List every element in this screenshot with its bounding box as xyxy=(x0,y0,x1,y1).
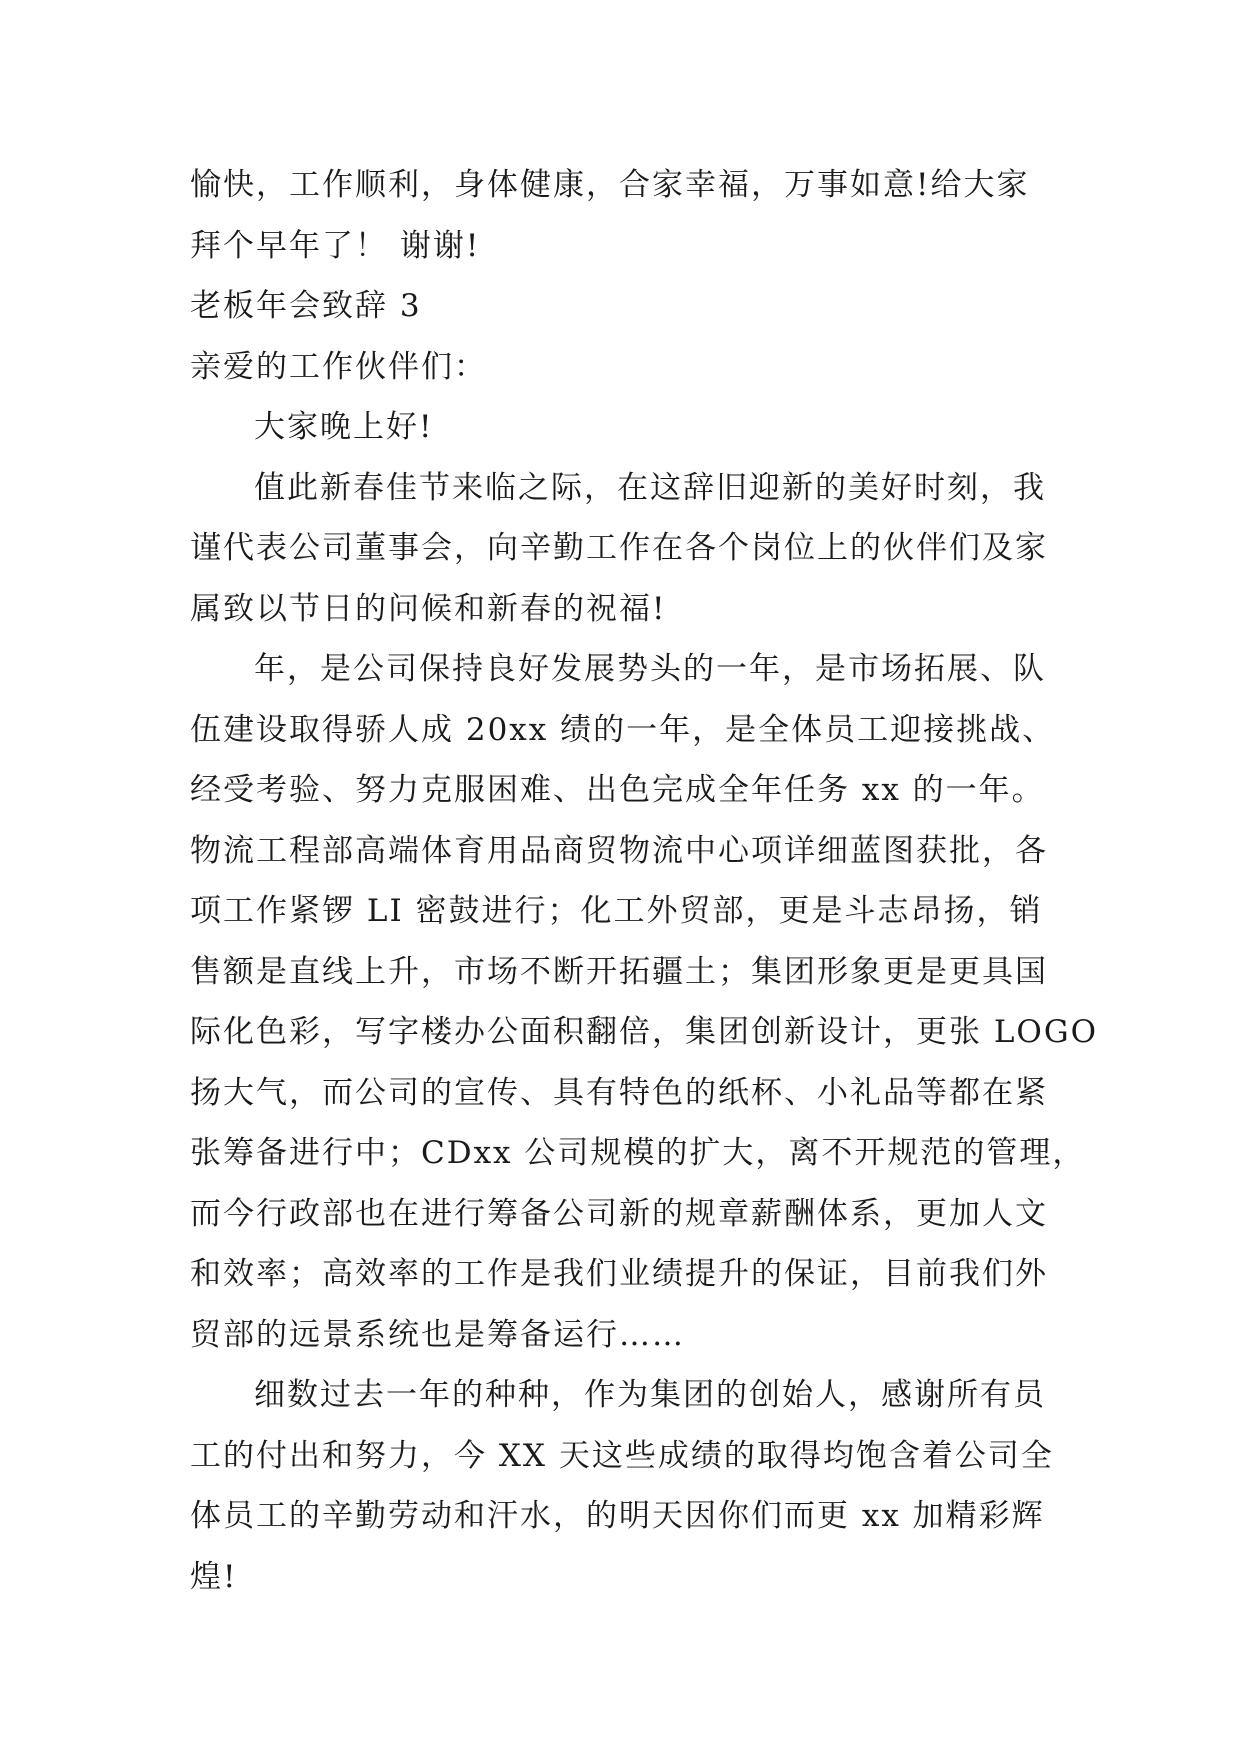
text-line: 愉快，工作顺利，身体健康，合家幸福，万事如意!给大家 xyxy=(190,167,1030,203)
text-line: 项工作紧锣 LI 密鼓进行；化工外贸部，更是斗志昂扬，销 xyxy=(190,893,1043,929)
text-line: 售额是直线上升，市场不断开拓疆土；集团形象更是更具国 xyxy=(190,953,1048,990)
text-line: 拜个早年了！ 谢谢! xyxy=(190,227,481,264)
text-line: 体员工的辛勤劳动和汗水，的明天因你们而更 xx 加精彩辉 xyxy=(190,1498,1045,1534)
greeting: 大家晚上好! xyxy=(254,409,434,445)
text-line: 物流工程部高端体育用品商贸物流中心项详细蓝图获批，各 xyxy=(190,832,1048,869)
text-line: 而今行政部也在进行筹备公司新的规章薪酬体系，更加人文 xyxy=(190,1195,1048,1232)
document-body xyxy=(190,155,1099,1607)
section-title: 老板年会致辞 3 xyxy=(190,288,422,324)
text-line: 属致以节日的问候和新春的祝福! xyxy=(190,590,667,627)
text-line: 伍建设取得骄人成 20xx 绩的一年，是全体员工迎接挑战、 xyxy=(190,711,1056,748)
text-line: 值此新春佳节来临之际，在这辞旧迎新的美好时刻，我 xyxy=(254,469,1046,506)
text-line: 扬大气，而公司的宣传、具有特色的纸杯、小礼品等都在紧 xyxy=(190,1074,1048,1111)
text-line: 际化色彩，写字楼办公面积翻倍，集团创新设计，更张 LOGO xyxy=(190,1014,1099,1050)
text-line: 贸部的远景系统也是筹备运行…… xyxy=(190,1316,685,1353)
text-line: 细数过去一年的种种，作为集团的创始人，感谢所有员 xyxy=(254,1377,1046,1413)
text-line: 年，是公司保持良好发展势头的一年，是市场拓展、队 xyxy=(254,651,1046,687)
text-line: 和效率；高效率的工作是我们业绩提升的保证，目前我们外 xyxy=(190,1256,1048,1292)
text-line: 工的付出和努力，今 XX 天这些成绩的取得均饱含着公司全 xyxy=(190,1437,1054,1474)
text-line: 张筹备进行中；CDxx 公司规模的扩大，离不开规范的管理， xyxy=(190,1135,1086,1171)
text-line: 煌! xyxy=(190,1558,238,1595)
text-line: 谨代表公司董事会，向辛勤工作在各个岗位上的伙伴们及家 xyxy=(190,530,1048,566)
text-line: 经受考验、努力克服困难、出色完成全年任务 xx 的一年。 xyxy=(190,772,1045,808)
salutation: 亲爱的工作伙伴们： xyxy=(190,348,487,385)
